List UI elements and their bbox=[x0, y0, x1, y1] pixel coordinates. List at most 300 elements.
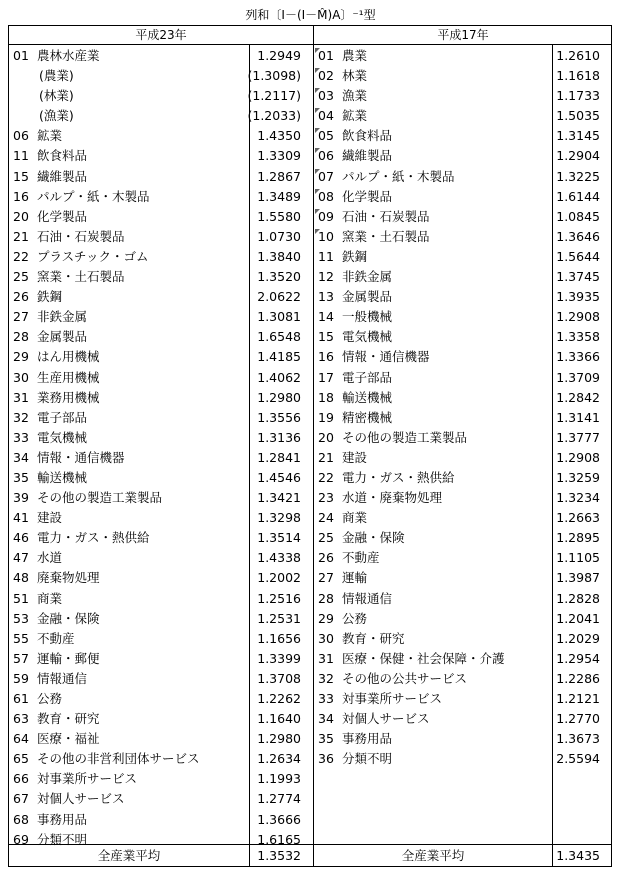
table-row bbox=[314, 388, 612, 408]
h17-footer-label: 全産業平均 bbox=[401, 848, 465, 863]
row-number: 18 bbox=[318, 389, 334, 405]
h17-footer-divider bbox=[552, 845, 553, 866]
coefficient-value: 1.3556 bbox=[257, 409, 301, 425]
coefficient-value: 1.3666 bbox=[257, 811, 301, 827]
coefficient-value: 1.5035 bbox=[556, 108, 600, 124]
row-number: 16 bbox=[318, 349, 334, 365]
row-number: 24 bbox=[318, 510, 334, 526]
h23-footer-value: 1.3532 bbox=[257, 848, 301, 863]
row-number: 33 bbox=[318, 691, 334, 706]
coefficient-value: 1.2262 bbox=[257, 691, 301, 706]
row-number: 31 bbox=[318, 650, 334, 666]
h17-footer bbox=[314, 844, 612, 866]
industry-name: 対事業所サービス bbox=[342, 691, 443, 706]
table-row bbox=[9, 267, 313, 287]
row-number: 59 bbox=[13, 670, 29, 686]
row-number: 32 bbox=[13, 409, 29, 425]
table-row bbox=[9, 327, 313, 347]
table-row bbox=[314, 649, 612, 669]
row-number: 34 bbox=[13, 449, 29, 465]
table-row bbox=[314, 408, 612, 428]
coefficient-value: 1.5580 bbox=[257, 208, 301, 224]
row-number: 23 bbox=[318, 490, 334, 506]
row-number: 22 bbox=[13, 248, 29, 264]
table-title: 列和〔I－(I－M̂)A〕⁻¹型 bbox=[245, 8, 376, 22]
industry-name: 医療・福祉 bbox=[37, 731, 100, 747]
industry-name: プラスチック・ゴム bbox=[37, 248, 149, 264]
table-row bbox=[9, 609, 313, 629]
coefficient-value: 1.2904 bbox=[556, 148, 600, 164]
table-row bbox=[314, 267, 612, 287]
coefficient-value: 1.3987 bbox=[556, 570, 600, 586]
industry-name: 金属製品 bbox=[37, 329, 88, 345]
row-number: 57 bbox=[13, 650, 29, 666]
coefficient-value: 1.3777 bbox=[556, 429, 600, 445]
coefficient-value: 1.3399 bbox=[257, 650, 301, 666]
coefficient-value: 1.1656 bbox=[257, 630, 301, 646]
industry-name: はん用機械 bbox=[37, 349, 100, 365]
row-number: 08 bbox=[318, 188, 334, 204]
industry-name: 非鉄金属 bbox=[342, 269, 393, 285]
table-row bbox=[314, 709, 612, 729]
industry-name: 精密機械 bbox=[342, 409, 393, 425]
industry-name: パルプ・紙・木製品 bbox=[342, 168, 455, 184]
row-number: 30 bbox=[13, 369, 29, 385]
table-row bbox=[9, 66, 313, 86]
coefficient-value: 1.2041 bbox=[556, 610, 600, 626]
row-number: 39 bbox=[13, 490, 29, 506]
table-row bbox=[314, 508, 612, 528]
coefficient-value: 1.2663 bbox=[556, 510, 600, 526]
industry-name: 電気機械 bbox=[37, 429, 88, 445]
table-row bbox=[9, 789, 313, 809]
coefficient-value: 1.3259 bbox=[556, 469, 600, 485]
coefficient-value: 1.3234 bbox=[556, 490, 600, 506]
industry-name: 医療・保健・社会保障・介護 bbox=[342, 650, 505, 666]
industry-name: 情報通信 bbox=[37, 670, 88, 686]
coefficient-value: 1.6165 bbox=[257, 831, 301, 847]
table-row bbox=[9, 589, 313, 609]
table-row bbox=[9, 649, 313, 669]
table-row bbox=[314, 629, 612, 649]
industry-name: 水道・廃棄物処理 bbox=[342, 490, 443, 506]
table-row bbox=[314, 609, 612, 629]
row-number: 53 bbox=[13, 610, 29, 626]
row-number: 61 bbox=[13, 691, 29, 706]
row-number: 10 bbox=[318, 228, 334, 244]
industry-name: その他の公共サービス bbox=[342, 670, 468, 686]
industry-name: 対個人サービス bbox=[37, 791, 125, 807]
row-number: 51 bbox=[13, 590, 29, 606]
coefficient-value: 1.3081 bbox=[257, 309, 301, 325]
industry-name: 分類不明 bbox=[37, 831, 88, 847]
coefficient-value: 1.3421 bbox=[257, 490, 301, 506]
coefficient-value: 1.2610 bbox=[556, 48, 600, 63]
table-row bbox=[314, 227, 612, 247]
h17-footer-value: 1.3435 bbox=[556, 848, 600, 863]
coefficient-value: (1.3098) bbox=[247, 68, 301, 84]
coefficient-value: 1.4338 bbox=[257, 550, 301, 566]
coefficient-value: 1.5644 bbox=[556, 248, 600, 264]
table-row bbox=[314, 669, 612, 689]
industry-name: 情報・通信機器 bbox=[37, 449, 125, 465]
row-number: 20 bbox=[13, 208, 29, 224]
industry-name: 鉄鋼 bbox=[342, 248, 368, 264]
industry-name: 石油・石炭製品 bbox=[342, 208, 430, 224]
industry-name: 不動産 bbox=[37, 630, 75, 646]
table-row bbox=[9, 307, 313, 327]
table-row bbox=[9, 227, 313, 247]
coefficient-value: 1.1640 bbox=[257, 711, 301, 727]
row-number: 01 bbox=[318, 48, 334, 63]
row-number: 21 bbox=[318, 449, 334, 465]
table-row bbox=[9, 408, 313, 428]
coefficient-value: 1.2895 bbox=[556, 530, 600, 546]
row-number: 36 bbox=[318, 751, 334, 767]
row-number: 63 bbox=[13, 711, 29, 727]
row-number: 20 bbox=[318, 429, 334, 445]
h17-header: 平成17年 bbox=[314, 26, 612, 45]
industry-name: 対個人サービス bbox=[342, 711, 430, 727]
table-row bbox=[9, 247, 313, 267]
row-number: 17 bbox=[318, 369, 334, 385]
coefficient-value: 1.2980 bbox=[257, 389, 301, 405]
table-row bbox=[314, 589, 612, 609]
h23-header: 平成23年 bbox=[9, 26, 313, 45]
industry-name: (農業) bbox=[39, 68, 74, 84]
industry-name: 運輸 bbox=[342, 570, 368, 586]
row-number: 26 bbox=[318, 550, 334, 566]
row-number: 32 bbox=[318, 670, 334, 686]
industry-name: 教育・研究 bbox=[342, 630, 405, 646]
coefficient-value: 1.3358 bbox=[556, 329, 600, 345]
coefficient-value: 1.2121 bbox=[556, 691, 600, 706]
industry-name: 商業 bbox=[342, 510, 368, 526]
industry-name: 農業 bbox=[342, 48, 368, 63]
industry-name: 電力・ガス・熱供給 bbox=[342, 469, 455, 485]
coefficient-value: 1.0845 bbox=[556, 208, 600, 224]
row-number: 11 bbox=[318, 248, 334, 264]
row-number: 01 bbox=[13, 48, 29, 63]
coefficient-value: 1.2867 bbox=[257, 168, 301, 184]
table-row bbox=[314, 347, 612, 367]
coefficient-value: 1.2828 bbox=[556, 590, 600, 606]
industry-name: その他の非営利団体サービス bbox=[37, 751, 200, 767]
row-number: 07 bbox=[318, 168, 334, 184]
table-row bbox=[314, 729, 612, 749]
row-number: 02 bbox=[318, 68, 334, 84]
coefficient-value: 1.2841 bbox=[257, 449, 301, 465]
industry-name: 金融・保険 bbox=[342, 530, 405, 546]
table-row bbox=[314, 368, 612, 388]
industry-name: 公務 bbox=[342, 610, 368, 626]
industry-name: 建設 bbox=[37, 510, 63, 526]
table-row bbox=[9, 347, 313, 367]
table-row bbox=[9, 106, 313, 126]
industry-name: 対事業所サービス bbox=[37, 771, 138, 787]
row-number: 29 bbox=[318, 610, 334, 626]
row-number: 35 bbox=[318, 731, 334, 747]
table-row bbox=[314, 749, 612, 769]
row-number: 47 bbox=[13, 550, 29, 566]
table-row bbox=[9, 769, 313, 789]
table-row bbox=[314, 167, 612, 187]
coefficient-value: 1.2908 bbox=[556, 309, 600, 325]
coefficient-value: 1.2029 bbox=[556, 630, 600, 646]
table-row bbox=[314, 327, 612, 347]
table-row bbox=[9, 568, 313, 588]
industry-name: 教育・研究 bbox=[37, 711, 100, 727]
table-row bbox=[9, 548, 313, 568]
table-row bbox=[9, 669, 313, 689]
table-row bbox=[9, 388, 313, 408]
industry-name: 廃棄物処理 bbox=[37, 570, 100, 586]
industry-name: 石油・石炭製品 bbox=[37, 228, 125, 244]
row-number: 09 bbox=[318, 208, 334, 224]
table-row bbox=[314, 187, 612, 207]
coefficient-value: 2.5594 bbox=[556, 751, 600, 767]
coefficient-value: 1.2286 bbox=[556, 670, 600, 686]
coefficient-value: 1.3709 bbox=[556, 369, 600, 385]
coefficient-value: (1.2117) bbox=[247, 88, 301, 104]
coefficient-value: 1.2634 bbox=[257, 751, 301, 767]
row-number: 55 bbox=[13, 630, 29, 646]
coefficient-table bbox=[8, 25, 612, 867]
row-number: 14 bbox=[318, 309, 334, 325]
industry-name: 鉄鋼 bbox=[37, 289, 63, 305]
coefficient-value: 1.2516 bbox=[257, 590, 301, 606]
table-row bbox=[9, 468, 313, 488]
row-number: 27 bbox=[13, 309, 29, 325]
coefficient-value: 1.3309 bbox=[257, 148, 301, 164]
table-row bbox=[9, 167, 313, 187]
industry-name: 窯業・土石製品 bbox=[37, 269, 125, 285]
coefficient-value: 1.3141 bbox=[556, 409, 600, 425]
table-row bbox=[9, 709, 313, 729]
coefficient-value: 2.0622 bbox=[257, 289, 301, 305]
h23-footer bbox=[9, 844, 313, 866]
coefficient-value: 1.6548 bbox=[257, 329, 301, 345]
industry-name: 金属製品 bbox=[342, 289, 393, 305]
h23-rows bbox=[9, 46, 313, 850]
coefficient-value: 1.3935 bbox=[556, 289, 600, 305]
coefficient-value: 1.2770 bbox=[556, 711, 600, 727]
industry-name: 商業 bbox=[37, 590, 63, 606]
row-number: 11 bbox=[13, 148, 29, 164]
table-row bbox=[9, 126, 313, 146]
row-number: 34 bbox=[318, 711, 334, 727]
coefficient-value: 1.2842 bbox=[556, 389, 600, 405]
row-number: 65 bbox=[13, 751, 29, 767]
table-row bbox=[9, 428, 313, 448]
table-row bbox=[314, 146, 612, 166]
table-row bbox=[9, 729, 313, 749]
row-number: 04 bbox=[318, 108, 334, 124]
industry-name: 輸送機械 bbox=[342, 389, 393, 405]
table-row bbox=[314, 307, 612, 327]
h17-rows bbox=[314, 46, 612, 769]
industry-name: 水道 bbox=[37, 550, 63, 566]
industry-name: 繊維製品 bbox=[37, 168, 88, 184]
coefficient-value: 1.2908 bbox=[556, 449, 600, 465]
coefficient-value: 1.3298 bbox=[257, 510, 301, 526]
industry-name: 化学製品 bbox=[37, 208, 88, 224]
table-row bbox=[314, 66, 612, 86]
industry-name: 事務用品 bbox=[37, 811, 88, 827]
row-number: 64 bbox=[13, 731, 29, 747]
table-row bbox=[314, 126, 612, 146]
table-row bbox=[314, 247, 612, 267]
industry-name: 公務 bbox=[37, 691, 63, 706]
table-row bbox=[314, 86, 612, 106]
coefficient-value: 1.3145 bbox=[556, 128, 600, 144]
coefficient-value: 1.2002 bbox=[257, 570, 301, 586]
coefficient-value: 1.2531 bbox=[257, 610, 301, 626]
table-row bbox=[314, 448, 612, 468]
coefficient-value: (1.2033) bbox=[247, 108, 301, 124]
coefficient-value: 1.4350 bbox=[257, 128, 301, 144]
industry-name: 飲食料品 bbox=[37, 148, 88, 164]
coefficient-value: 1.4062 bbox=[257, 369, 301, 385]
industry-name: 林業 bbox=[342, 68, 368, 84]
table-row bbox=[9, 46, 313, 66]
table-row bbox=[314, 207, 612, 227]
table-row bbox=[9, 287, 313, 307]
row-number: 06 bbox=[318, 148, 334, 164]
row-number: 27 bbox=[318, 570, 334, 586]
row-number: 16 bbox=[13, 188, 29, 204]
coefficient-value: 1.3225 bbox=[556, 168, 600, 184]
coefficient-value: 1.2774 bbox=[257, 791, 301, 807]
table-row bbox=[9, 207, 313, 227]
table-row bbox=[314, 548, 612, 568]
coefficient-value: 1.1618 bbox=[556, 68, 600, 84]
row-number: 05 bbox=[318, 128, 334, 144]
table-row bbox=[314, 689, 612, 709]
industry-name: その他の製造工業製品 bbox=[342, 429, 468, 445]
row-number: 06 bbox=[13, 128, 29, 144]
row-number: 22 bbox=[318, 469, 334, 485]
coefficient-value: 1.1733 bbox=[556, 88, 600, 104]
h23-column-group bbox=[9, 26, 313, 866]
table-row bbox=[9, 448, 313, 468]
table-row bbox=[9, 187, 313, 207]
coefficient-value: 1.1993 bbox=[257, 771, 301, 787]
table-row bbox=[9, 488, 313, 508]
coefficient-value: 1.3646 bbox=[556, 228, 600, 244]
industry-name: 化学製品 bbox=[342, 188, 393, 204]
industry-name: 分類不明 bbox=[342, 751, 393, 767]
row-number: 31 bbox=[13, 389, 29, 405]
row-number: 21 bbox=[13, 228, 29, 244]
industry-name: 一般機械 bbox=[342, 309, 393, 325]
row-number: 69 bbox=[13, 831, 29, 847]
table-row bbox=[9, 749, 313, 769]
industry-name: 情報通信 bbox=[342, 590, 393, 606]
row-number: 33 bbox=[13, 429, 29, 445]
industry-name: 業務用機械 bbox=[37, 389, 100, 405]
industry-name: 生産用機械 bbox=[37, 369, 100, 385]
row-number: 46 bbox=[13, 530, 29, 546]
industry-name: 漁業 bbox=[342, 88, 368, 104]
row-number: 29 bbox=[13, 349, 29, 365]
row-number: 12 bbox=[318, 269, 334, 285]
industry-name: (林業) bbox=[39, 88, 74, 104]
industry-name: 鉱業 bbox=[37, 128, 63, 144]
industry-name: パルプ・紙・木製品 bbox=[37, 188, 150, 204]
coefficient-value: 1.3514 bbox=[257, 530, 301, 546]
table-row bbox=[9, 368, 313, 388]
row-number: 25 bbox=[13, 269, 29, 285]
table-row bbox=[314, 287, 612, 307]
industry-name: 農林水産業 bbox=[37, 48, 100, 63]
table-row bbox=[314, 528, 612, 548]
coefficient-value: 1.2980 bbox=[257, 731, 301, 747]
coefficient-value: 1.3136 bbox=[257, 429, 301, 445]
h17-column-group bbox=[313, 26, 612, 866]
coefficient-value: 1.4546 bbox=[257, 469, 301, 485]
industry-name: 非鉄金属 bbox=[37, 309, 88, 325]
industry-name: 飲食料品 bbox=[342, 128, 393, 144]
industry-name: 電子部品 bbox=[37, 409, 88, 425]
table-row bbox=[314, 468, 612, 488]
industry-name: 繊維製品 bbox=[342, 148, 393, 164]
table-row bbox=[9, 689, 313, 709]
row-number: 19 bbox=[318, 409, 334, 425]
industry-name: 情報・通信機器 bbox=[342, 349, 430, 365]
table-row bbox=[9, 629, 313, 649]
table-row bbox=[314, 46, 612, 66]
row-number: 67 bbox=[13, 791, 29, 807]
h23-footer-divider bbox=[249, 845, 250, 866]
coefficient-value: 1.3840 bbox=[257, 248, 301, 264]
row-number: 48 bbox=[13, 570, 29, 586]
coefficient-value: 1.3489 bbox=[257, 188, 301, 204]
row-number: 68 bbox=[13, 811, 29, 827]
industry-name: 金融・保険 bbox=[37, 610, 100, 626]
industry-name: 輸送機械 bbox=[37, 469, 88, 485]
industry-name: 不動産 bbox=[342, 550, 380, 566]
table-row bbox=[314, 106, 612, 126]
table-row bbox=[314, 488, 612, 508]
coefficient-value: 1.4185 bbox=[257, 349, 301, 365]
row-number: 03 bbox=[318, 88, 334, 104]
coefficient-value: 1.6144 bbox=[556, 188, 600, 204]
industry-name: その他の製造工業製品 bbox=[37, 490, 163, 506]
industry-name: 電子部品 bbox=[342, 369, 393, 385]
coefficient-value: 1.3745 bbox=[556, 269, 600, 285]
industry-name: 事務用品 bbox=[342, 731, 393, 747]
row-number: 13 bbox=[318, 289, 334, 305]
row-number: 66 bbox=[13, 771, 29, 787]
row-number: 28 bbox=[318, 590, 334, 606]
row-number: 25 bbox=[318, 530, 334, 546]
row-number: 15 bbox=[318, 329, 334, 345]
coefficient-value: 1.1105 bbox=[556, 550, 600, 566]
coefficient-value: 1.2954 bbox=[556, 650, 600, 666]
h23-footer-label: 全産業平均 bbox=[97, 848, 161, 863]
coefficient-value: 1.3673 bbox=[556, 731, 600, 747]
coefficient-value: 1.3708 bbox=[257, 670, 301, 686]
row-number: 30 bbox=[318, 630, 334, 646]
table-row bbox=[9, 810, 313, 830]
row-number: 26 bbox=[13, 289, 29, 305]
row-number: 28 bbox=[13, 329, 29, 345]
table-row bbox=[9, 528, 313, 548]
row-number: 35 bbox=[13, 469, 29, 485]
table-row bbox=[9, 508, 313, 528]
table-row bbox=[9, 146, 313, 166]
